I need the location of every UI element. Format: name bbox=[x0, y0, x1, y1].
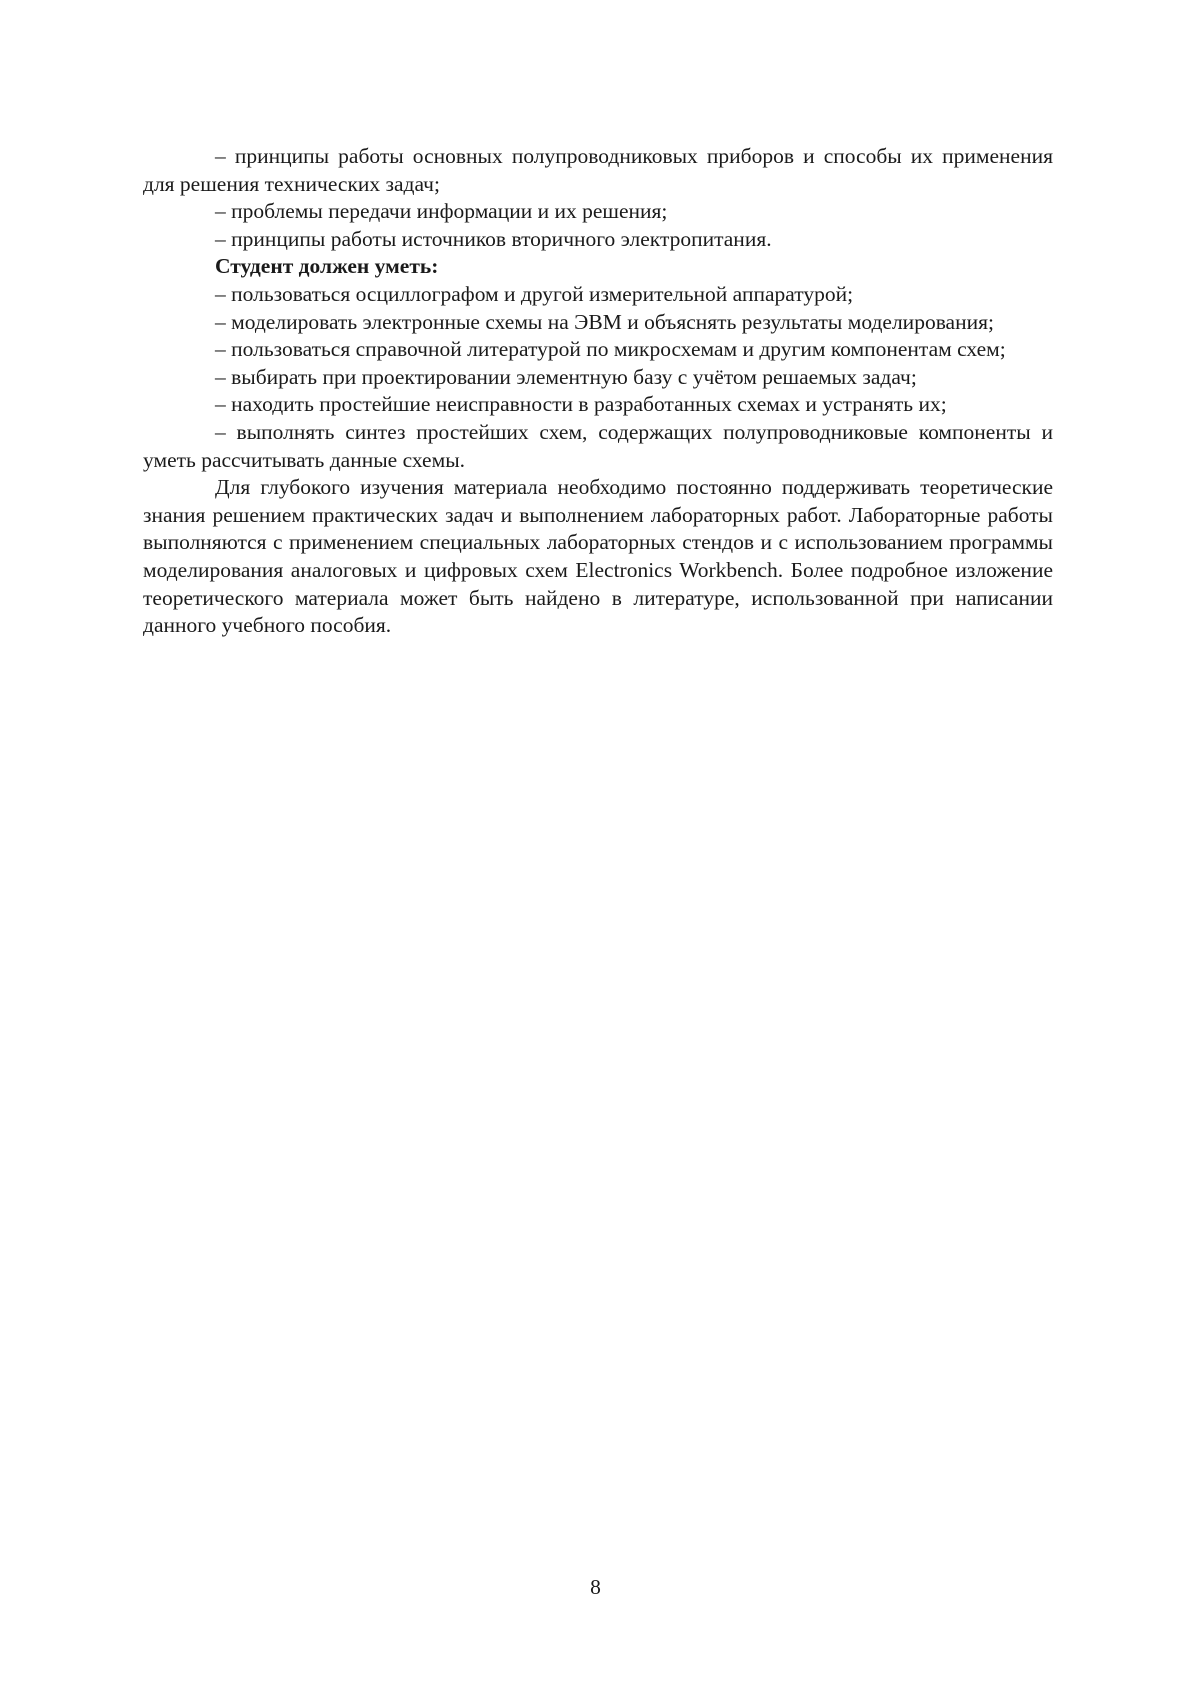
section-heading-skills: Студент должен уметь: bbox=[215, 254, 439, 279]
list-item-oscilloscope: – пользоваться осциллографом и другой измерительной аппаратурой; bbox=[215, 281, 854, 306]
list-item-synthesis: – выполнять синтез простейших схем, содержащих полупроводниковые компоненты и уметь рассчитывать данные схемы. bbox=[143, 419, 1053, 472]
list-item-power-supply: – принципы работы источников вторичного электропитания. bbox=[215, 226, 772, 251]
list-item-reference-literature: – пользоваться справочной литературой по микросхемам и другим компонентам схем; bbox=[215, 337, 1006, 362]
page-number: 8 bbox=[590, 1575, 601, 1599]
body-text bbox=[143, 143, 1053, 640]
list-item-semiconductor-principles: – принципы работы основных полупроводниковых приборов и способы их применения для решения технических задач; bbox=[143, 144, 1053, 196]
list-item-information-transfer: – проблемы передачи информации и их решения; bbox=[215, 199, 668, 224]
paragraph-study-advice: Для глубокого изучения материала необходимо постоянно поддерживать теоретические знания решением практических задач и выполнением лабораторных работ. Лабораторные работы выполняются с применением специальных лабораторных стендов и с использованием программы моделирования аналоговых и цифровых схем Electronics Workbench. Более подробное изложение теоретического материала может быть найдено в литературе, использованной при написании данного учебного пособия. bbox=[143, 475, 1053, 638]
list-item-troubleshooting: – находить простейшие неисправности в разработанных схемах и устранять их; bbox=[215, 392, 947, 417]
list-item-element-base: – выбирать при проектировании элементную базу с учётом решаемых задач; bbox=[215, 364, 917, 389]
list-item-modeling: – моделировать электронные схемы на ЭВМ и объяснять результаты моделирования; bbox=[215, 309, 994, 334]
